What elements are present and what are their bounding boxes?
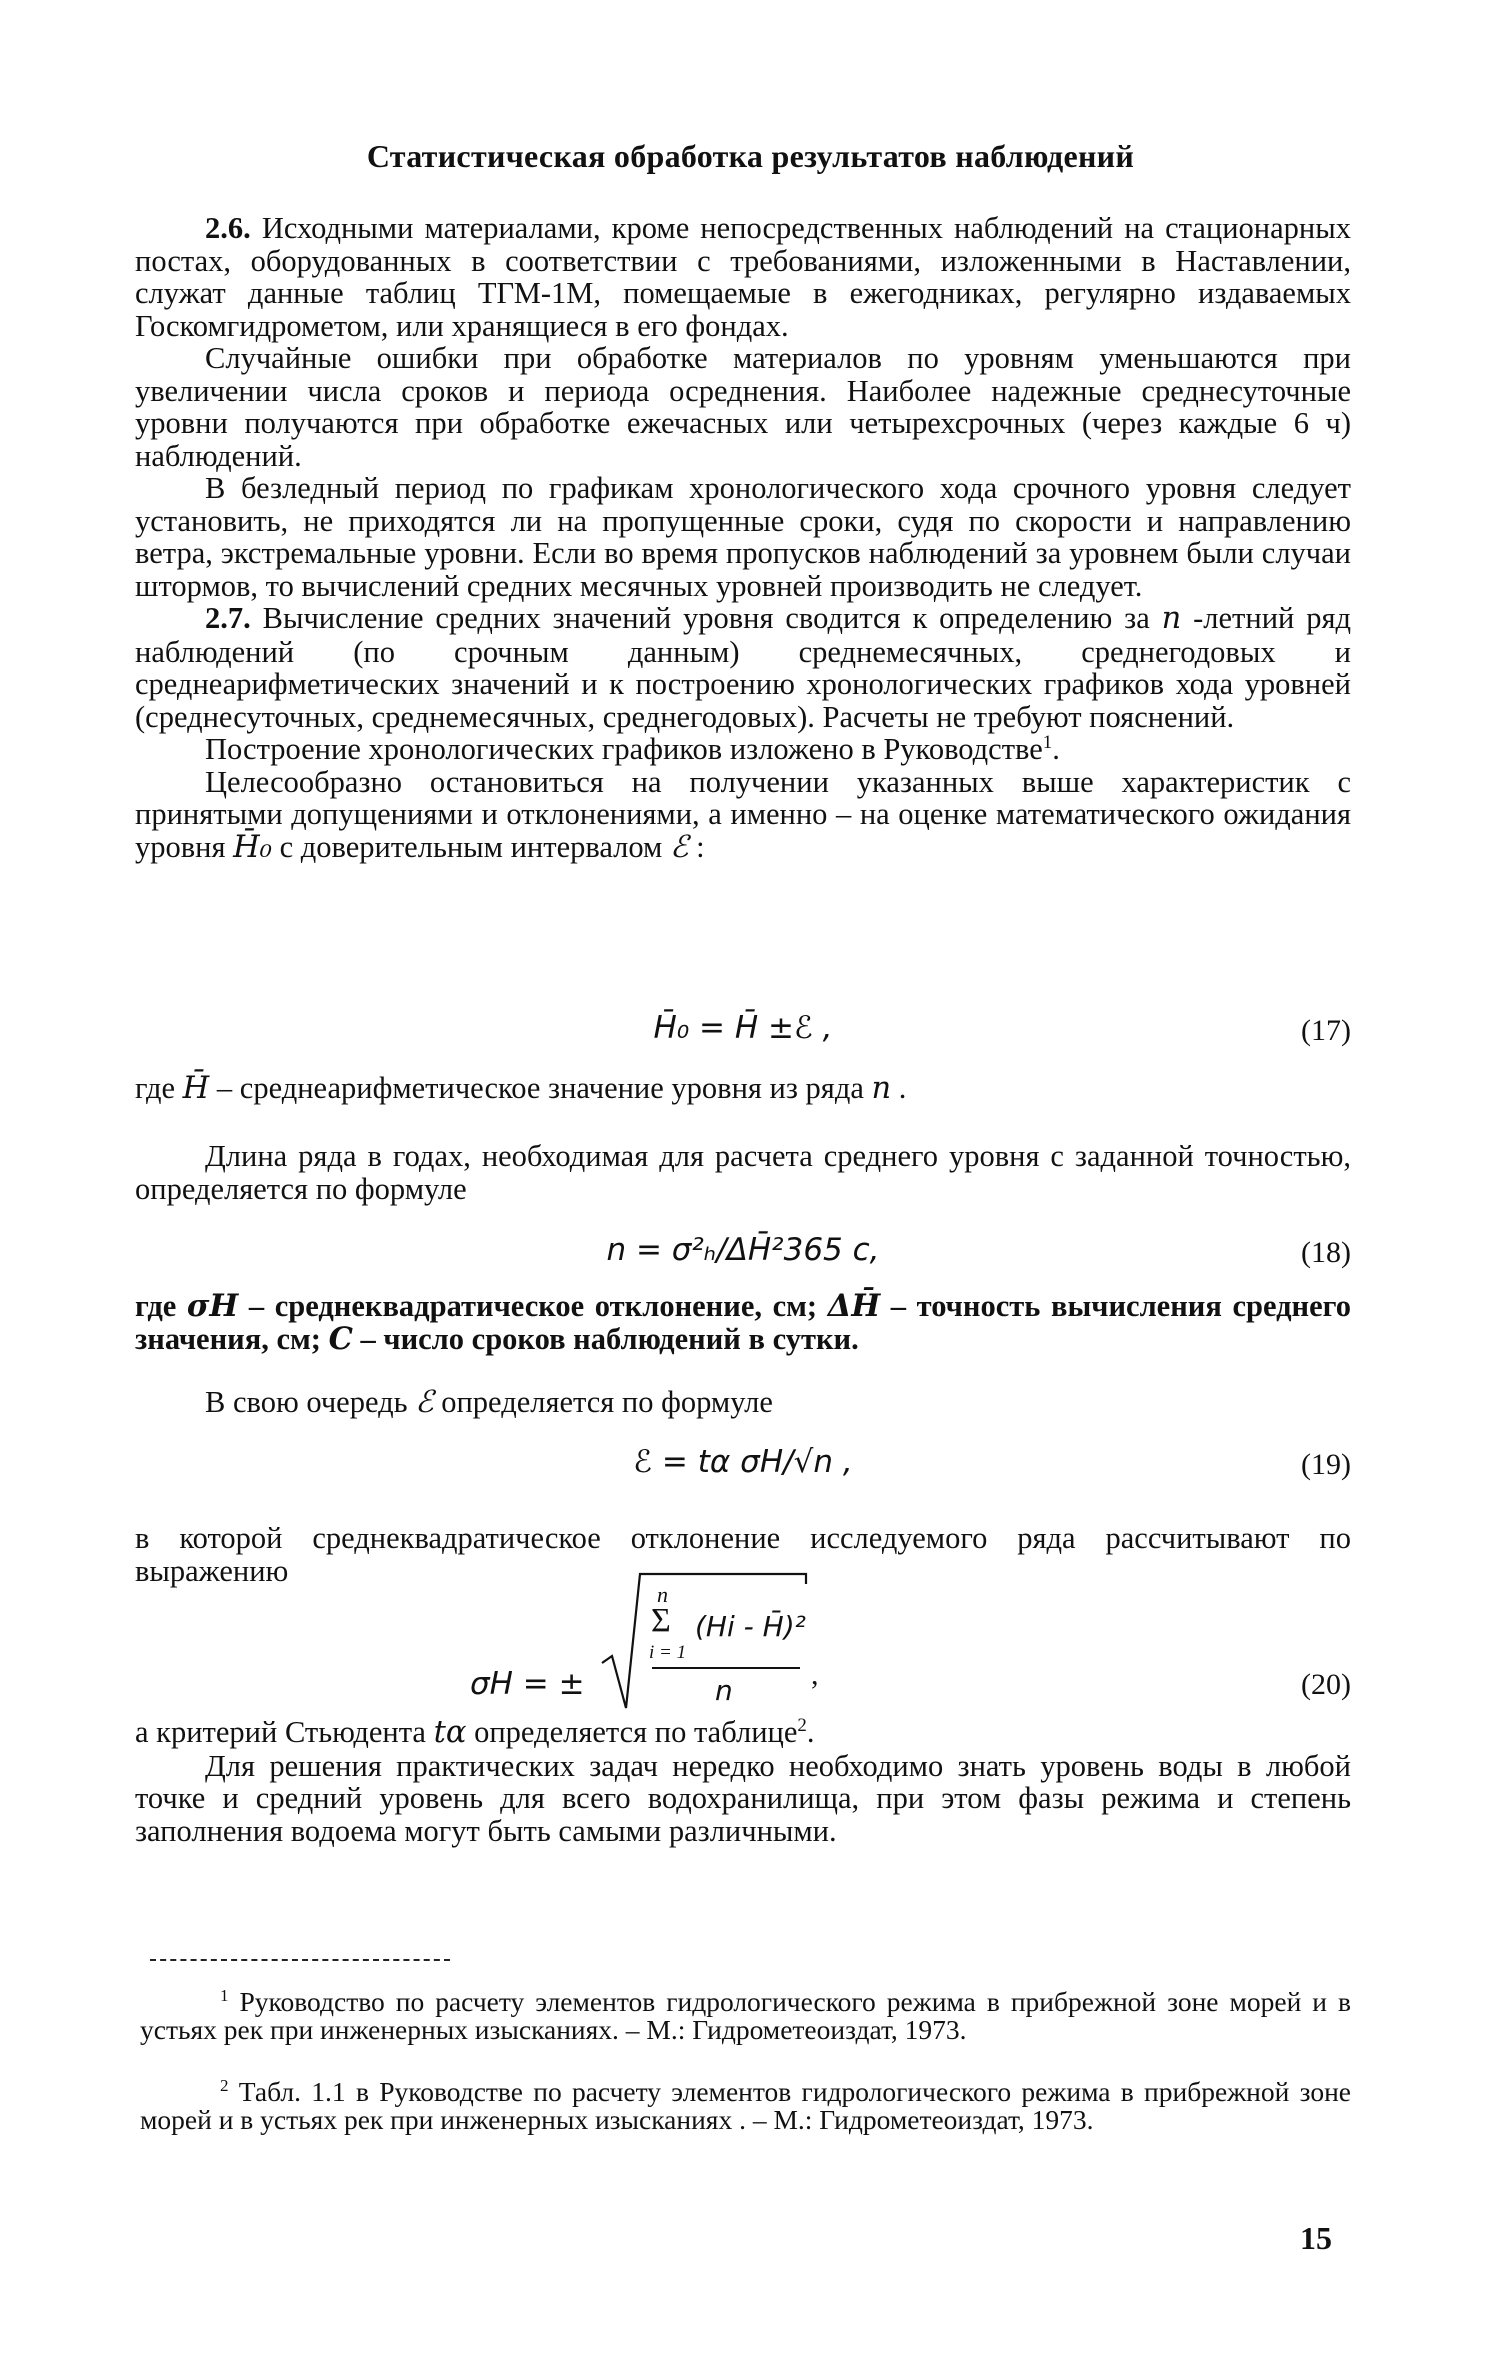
section-number: 2.7. [205, 601, 251, 635]
denominator: n [715, 1674, 733, 1707]
footnote-ref-1: 1 [1042, 731, 1053, 753]
footnote-2: $^2$ Табл. 1.1 в Руководстве по расчету элементов гидрологического режима в прибрежной зоне морей и в устьях рек при инженерных изысканиях . – М.: Гидрометеоиздат, 1973. [140, 2075, 1351, 2135]
var-n: n [1161, 601, 1182, 636]
footnote-1: $^1$ Руководство по расчету элементов гидрологического режима в прибрежной зоне морей и в устьях рек при инженерных изысканиях. – М.: Гидрометеоиздат, 1973. [140, 1985, 1351, 2045]
formula-17-number: (17) [1301, 1014, 1351, 1047]
paragraph-practical: Для решения практических задач нередко необходимо знать уровень воды в любой точке и средний уровень для всего водохранилища, при этом фазы режима и степень заполнения водоема могут быть самыми различными. [135, 1748, 1351, 1848]
formula-20 [135, 1568, 1351, 1718]
var-epsilon: ℰ [669, 829, 689, 865]
paragraph-ice-free: В безледный период по графикам хронологического хода срочного уровня следует установить, не приходятся ли на пропущенные сроки, судя по скорости и направлению ветра, экстремальные уровни. Если во время пропусков наблюдений за уровнем были случаи штормов, то вычислений средних месячных уровней производить не следует. [135, 471, 1351, 603]
var-epsilon: ℰ [415, 1385, 434, 1420]
var-t-alpha: tα [433, 1715, 467, 1750]
var-h-mean: H̄ [182, 1071, 210, 1106]
section-number: 2.6. [205, 211, 251, 245]
formula-17-expression: H̄₀ = H̄ ±ℰ , [653, 1010, 833, 1046]
paragraph-expedient: Целесообразно остановиться на получении указанных выше характеристик с принятыми допущениями и отклонениями, а именно – на оценке математического ожидания уровня H̄₀ с доверительным интервалом ℰ : [135, 764, 1351, 865]
page-number: 15 [1300, 2220, 1332, 2256]
paragraph-which: в которой среднеквадратическое отклонение исследуемого ряда рассчитывают по выражению [135, 1521, 1351, 1588]
formula-20-number: (20) [1301, 1668, 1351, 1701]
formula-18-number: (18) [1301, 1236, 1351, 1269]
formula-18 [135, 1232, 1351, 1276]
var-n: n [871, 1071, 892, 1106]
paragraph-charts: Построение хронологических графиков изложено в Руководстве$^1$. [205, 731, 1060, 766]
sum-sign: Σ [651, 1602, 671, 1639]
var-h0: H̄₀ [233, 829, 272, 865]
var-c: C [328, 1320, 353, 1357]
running-header: Статистическая обработка результатов наблюдений [366, 138, 1135, 174]
body-block-1 [135, 212, 1351, 864]
var-sigma-h: σH [186, 1288, 239, 1324]
body-block-3 [135, 1716, 1351, 1847]
paragraph-random-errors: Случайные ошибки при обработке материалов по уровням уменьшаются при увеличении числа сроков и периода осреднения. Наиболее надежные среднесуточные уровни получаются при обработке ежечасных или четырехсрочных (через каждые 6 ч) наблюдений. [135, 341, 1351, 473]
sum-upper-limit: n [657, 1582, 668, 1607]
formula-19-expression: ℰ = tα σH/√n , [633, 1444, 853, 1480]
summand: (Hi - H̄)² [695, 1610, 806, 1643]
formula-20-lhs: σH = ± [470, 1666, 585, 1702]
footnote-mark: 1 [220, 1985, 229, 2005]
paragraph-in-turn: В свою очередь ℰ определяется по формуле [205, 1385, 773, 1420]
formula-18-expression: n = σ²ₕ/ΔH̄²365 c, [606, 1232, 880, 1268]
paragraph-student: а критерий Стьюдента tα определяется по таблице$^2$. [135, 1714, 815, 1750]
var-delta-h: ΔH̄ [827, 1288, 881, 1324]
body-block-2 [135, 1140, 1351, 1205]
paragraph-series-length: Длина ряда в годах, необходимая для расчета среднего уровня с заданной точностью, определяется по формуле [135, 1139, 1351, 1206]
formula-19 [135, 1444, 1351, 1488]
footnote-separator [150, 1959, 450, 1961]
sum-lower-limit: i = 1 [649, 1642, 687, 1663]
formula-20-comma: , [811, 1658, 819, 1691]
footnote-mark: 2 [220, 2075, 229, 2095]
where-17: где H̄ – среднеарифметическое значение уровня из ряда n . [135, 1071, 907, 1106]
paragraph-2-7: 2.7. Вычисление средних значений уровня сводится к определению за n -летний ряд наблюдений (по срочным данным) среднемесячных, среднегодовых и среднеарифметических значений и к построению хронологических графиков хода уровней (среднесуточных, среднемесячных, среднегодовых). Расчеты не требуют пояснений. [135, 601, 1352, 734]
formula-19-number: (19) [1301, 1448, 1351, 1481]
formula-17 [135, 1010, 1351, 1054]
paragraph-2-6: 2.6. Исходными материалами, кроме непосредственных наблюдений на стационарных постах, оборудованных в соответствии с требованиями, изложенными в Наставлении, служат данные таблиц ТГМ-1М, помещаемые в ежегодниках, регулярно издаваемых Госкомгидрометом, или хранящиеся в его фондах. [135, 211, 1351, 343]
footnote-ref-2: 2 [797, 1714, 807, 1736]
where-18: где σH – среднеквадратическое отклонение, см; ΔH̄ – точность вычисления среднего значения, см; C – число сроков наблюдений в сутки. [135, 1288, 1351, 1357]
